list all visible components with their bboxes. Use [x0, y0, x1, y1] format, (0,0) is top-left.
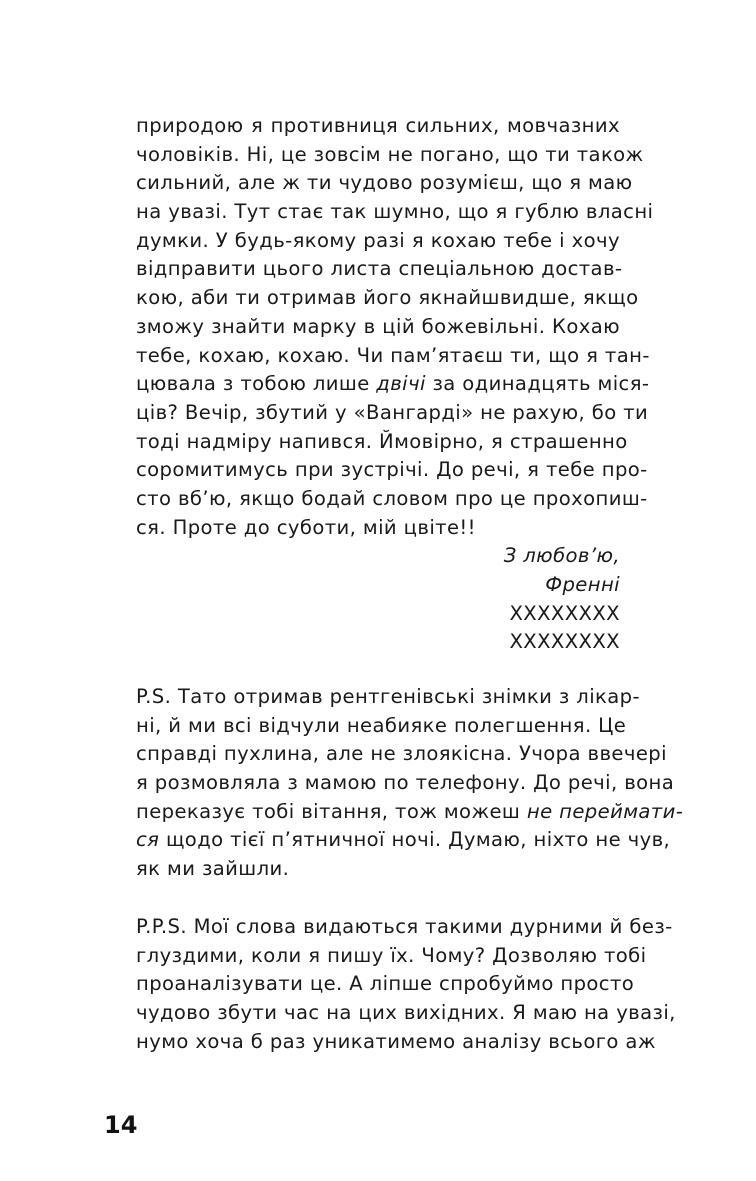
signature-closing: З любов’ю, [503, 544, 620, 568]
text-run: переказує тобі вітання, тож можеш [136, 799, 527, 823]
letter-body [136, 112, 654, 657]
text-line [136, 798, 684, 827]
italic-emphasis: ся [136, 828, 160, 852]
text-line: соромитимусь при зустрічі. До речі, я тебе про- [136, 458, 648, 482]
text-line: відправити цього листа спеціальною достав- [136, 257, 623, 281]
text-line: зможу знайти марку в цій божевільні. Кохаю [136, 314, 620, 338]
text-line: ців? Вечір, збутий у «Вангарді» не рахую, бо ти [136, 400, 649, 424]
text-run: цювала з тобою лише [136, 372, 377, 396]
text-line [136, 826, 671, 855]
text-line: ні, й ми всі відчули неабияке полегшення. Це [136, 713, 627, 737]
text-run: за одинадцять міся- [425, 372, 650, 396]
text-line: на увазі. Тут стає так шумно, що я гублю власні [136, 200, 654, 224]
italic-emphasis: двічі [376, 372, 426, 396]
text-line: я розмовляла з мамою по телефону. До речі, вона [136, 771, 675, 795]
text-line: сто вб’ю, якщо бодай словом про це прохопиш- [136, 486, 648, 510]
postscript [136, 683, 684, 884]
signature-kisses: XXXXXXXX [509, 601, 620, 625]
text-line: нумо хоча б раз уникатимемо аналізу всього аж [136, 1029, 656, 1053]
text-line: як ми зайшли. [136, 857, 290, 881]
text-line: кою, аби ти отримав його якнайшвидше, якщо [136, 286, 639, 310]
text-run: щодо тієї п’ятничної ночі. Думаю, ніхто не чув, [159, 828, 671, 852]
text-line: тоді надміру напився. Ймовірно, я страшенно [136, 429, 628, 453]
signature-name: Френні [545, 573, 620, 596]
page-number: 14 [104, 1111, 138, 1139]
text-line: думки. У будь-якому разі я кохаю тебе і хочу [136, 228, 620, 252]
text-line: проаналізувати це. А ліпше спробуймо просто [136, 972, 635, 996]
text-line: ся. Проте до суботи, мій цвіте!! [136, 515, 476, 539]
text-line: тебе, кохаю, кохаю. Чи пам’ятаєш ти, що я тан- [136, 343, 650, 367]
text-line: глуздими, коли я пишу їх. Чому? Дозволяю тобі [136, 943, 647, 967]
text-line: P.P.S. Мої слова видаються такими дурними й без- [136, 915, 673, 938]
italic-emphasis: не переймати- [526, 799, 684, 823]
text-line: природою я противниця сильних, мовчазних [136, 114, 620, 137]
signature-kisses: XXXXXXXX [509, 630, 620, 654]
text-line: чоловіків. Ні, це зовсім не погано, що ти також [136, 142, 644, 166]
text-line: сильний, але ж ти чудово розумієш, що я маю [136, 171, 633, 195]
text-line [136, 370, 650, 399]
text-line: P.S. Тато отримав рентгенівські знімки з лікар- [136, 685, 640, 708]
text-line: справді пухлина, але не злоякісна. Учора ввечері [136, 742, 667, 766]
text-line: чудово збути час на цих вихідних. Я маю на увазі, [136, 1001, 676, 1025]
post-postscript [136, 913, 676, 1056]
